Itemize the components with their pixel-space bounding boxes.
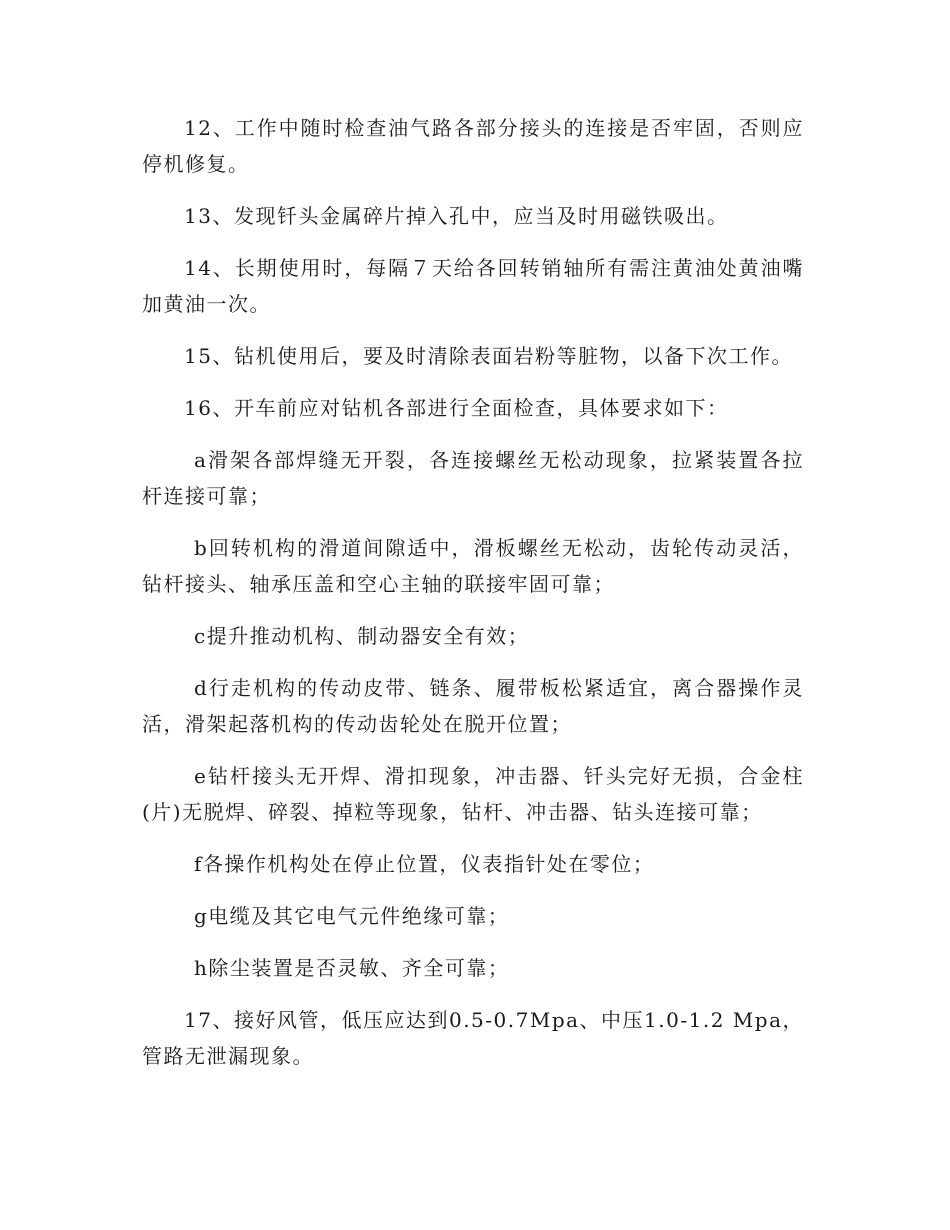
checklist-item-a: a滑架各部焊缝无开裂，各连接螺丝无松动现象，拉紧装置各拉杆连接可靠；	[142, 448, 804, 508]
checklist-item-h: h除尘装置是否灵敏、齐全可靠；	[194, 956, 510, 980]
document-body	[142, 110, 804, 1090]
checklist-item-b: b回转机构的滑道间隙适中，滑板螺丝无松动，齿轮传动灵活，钻杆接头、轴承压盖和空心主轴的联接牢固可靠；	[142, 536, 804, 596]
paragraph-item-12: 12、工作中随时检查油气路各部分接头的连接是否牢固，否则应停机修复。	[142, 116, 804, 176]
checklist-item-c: c提升推动机构、制动器安全有效；	[194, 624, 530, 648]
checklist-item-f: f各操作机构处在停止位置，仪表指针处在零位；	[194, 852, 655, 876]
paragraph-item-13: 13、发现钎头金属碎片掉入孔中，应当及时用磁铁吸出。	[184, 204, 729, 228]
checklist-item-e: e钻杆接头无开焊、滑扣现象，冲击器、钎头完好无损，合金柱(片)无脱焊、碎裂、掉粒等现象，钻杆、冲击器、钻头连接可靠；	[142, 764, 804, 824]
paragraph-item-16: 16、开车前应对钻机各部进行全面检查，具体要求如下：	[184, 396, 729, 420]
paragraph-item-14: 14、长期使用时，每隔７天给各回转销轴所有需注黄油处黄油嘴加黄油一次。	[142, 256, 804, 316]
paragraph-item-17: 17、接好风管，低压应达到0.5-0.7Mpa、中压1.0-1.2 Mpa，管路无泄漏现象。	[142, 1008, 804, 1068]
checklist-item-g: g电缆及其它电气元件绝缘可靠；	[194, 904, 510, 928]
paragraph-item-15: 15、钻机使用后，要及时清除表面岩粉等脏物，以备下次工作。	[184, 344, 793, 368]
checklist-item-d: d行走机构的传动皮带、链条、履带板松紧适宜，离合器操作灵活，滑架起落机构的传动齿轮处在脱开位置；	[142, 676, 804, 736]
